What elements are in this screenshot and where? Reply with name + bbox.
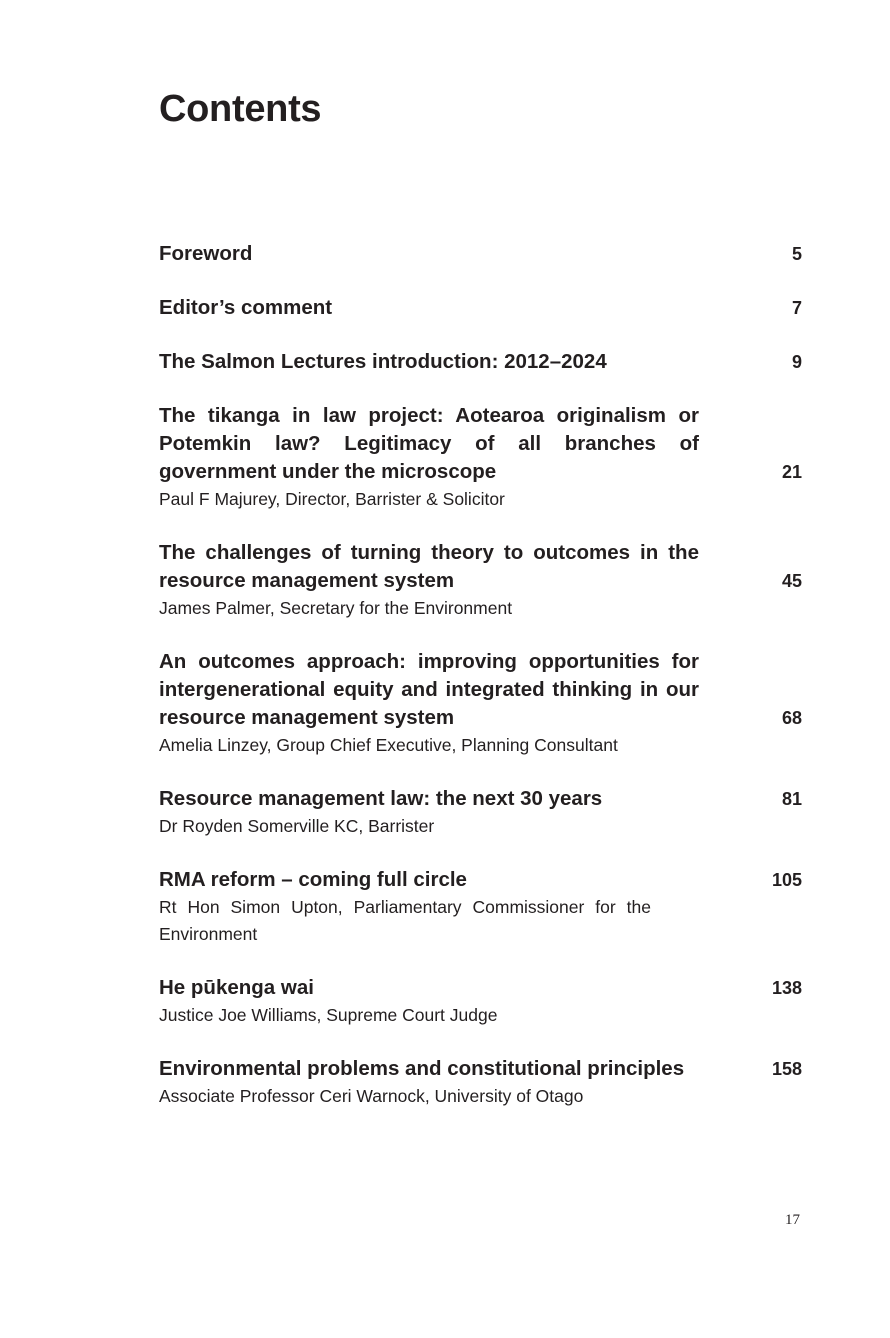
entry-page-number: 45 bbox=[781, 571, 802, 591]
toc-entry-tikanga-in-law[interactable] bbox=[159, 402, 802, 513]
toc-entry-foreword[interactable] bbox=[159, 240, 802, 268]
entry-title: The tikanga in law project: Aotearoa originalism or Potemkin law? Legitimacy of all branches of government under the microscope bbox=[159, 404, 699, 483]
entry-page-number: 5 bbox=[791, 244, 802, 264]
entry-title: Environmental problems and constitutional principles bbox=[159, 1057, 685, 1080]
toc-entry-resource-management-law[interactable] bbox=[159, 785, 802, 840]
entry-page-number: 105 bbox=[771, 870, 802, 890]
entry-page-number: 21 bbox=[781, 462, 802, 482]
entry-page-number: 7 bbox=[791, 298, 802, 318]
table-of-contents bbox=[159, 240, 802, 1136]
entry-title: RMA reform – coming full circle bbox=[159, 868, 467, 891]
entry-page-number: 9 bbox=[791, 352, 802, 372]
toc-entry-challenges-of-turning-theory[interactable] bbox=[159, 539, 802, 622]
entry-page-number: 158 bbox=[771, 1059, 802, 1079]
entry-page-number: 81 bbox=[781, 789, 802, 809]
entry-page-number: 68 bbox=[781, 708, 802, 728]
entry-title: He pūkenga wai bbox=[159, 976, 314, 999]
toc-entry-he-pukenga-wai[interactable] bbox=[159, 974, 802, 1029]
toc-entry-rma-reform[interactable] bbox=[159, 866, 802, 948]
entry-title: Editor’s comment bbox=[159, 296, 333, 319]
entry-title: The challenges of turning theory to outcomes in the resource management system bbox=[159, 541, 699, 592]
toc-entry-editors-comment[interactable] bbox=[159, 294, 802, 322]
entry-author: Justice Joe Williams, Supreme Court Judge bbox=[159, 1005, 498, 1025]
entry-author: Paul F Majurey, Director, Barrister & Solicitor bbox=[159, 489, 505, 509]
entry-author: Dr Royden Somerville KC, Barrister bbox=[159, 816, 435, 836]
entry-author: James Palmer, Secretary for the Environment bbox=[159, 598, 513, 618]
toc-entry-salmon-lectures-introduction[interactable] bbox=[159, 348, 802, 376]
page-number: 17 bbox=[785, 1212, 800, 1228]
entry-author: Amelia Linzey, Group Chief Executive, Planning Consultant bbox=[159, 735, 618, 755]
entry-author: Associate Professor Ceri Warnock, University of Otago bbox=[159, 1086, 584, 1106]
entry-author: Rt Hon Simon Upton, Parliamentary Commissioner for the Environment bbox=[159, 897, 651, 944]
entry-page-number: 138 bbox=[771, 978, 802, 998]
entry-title: An outcomes approach: improving opportunities for intergenerational equity and integrated thinking in our resource management system bbox=[159, 650, 699, 729]
page-title: Contents bbox=[159, 88, 322, 130]
toc-entry-environmental-problems[interactable] bbox=[159, 1055, 802, 1110]
toc-entry-outcomes-approach[interactable] bbox=[159, 648, 802, 759]
entry-title: Resource management law: the next 30 years bbox=[159, 787, 603, 810]
entry-title: Foreword bbox=[159, 242, 253, 265]
entry-title: The Salmon Lectures introduction: 2012–2024 bbox=[159, 350, 607, 373]
